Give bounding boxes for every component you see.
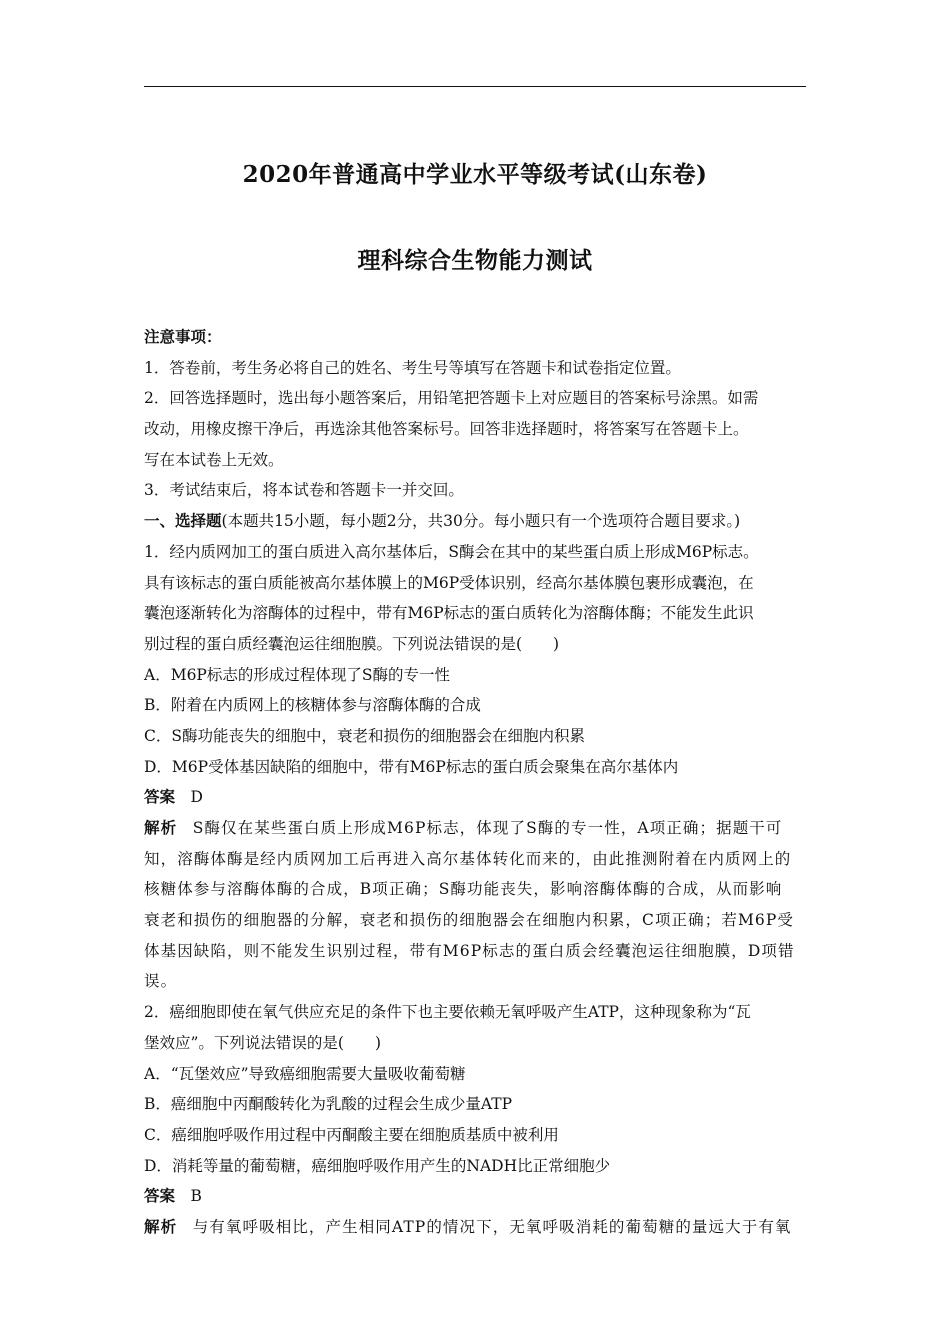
exam-subtitle: 理科综合生物能力测试 xyxy=(357,247,593,274)
q1-option-d: D．M6P受体基因缺陷的细胞中，带有M6P标志的蛋白质会聚集在高尔基体内 xyxy=(144,757,679,776)
q2-option-d: D．消耗等量的葡萄糖，癌细胞呼吸作用产生的NADH比正常细胞少 xyxy=(144,1156,611,1175)
q2-answer-value: B xyxy=(190,1187,202,1206)
q1-analysis-line: 体基因缺陷，则不能发生识别过程，带有M6P标志的蛋白质会经囊泡运往细胞膜，D项错 xyxy=(144,941,795,960)
q1-stem-line: 囊泡逐渐转化为溶酶体的过程中，带有M6P标志的蛋白质转化为溶酶体酶；不能发生此识 xyxy=(144,604,754,623)
q2-answer-label: 答案 xyxy=(144,1186,176,1206)
q1-answer-value: D xyxy=(190,788,203,807)
q1-analysis-line: 误。 xyxy=(144,972,178,991)
notice-line: 1．答卷前，考生务必将自己的姓名、考生号等填写在答题卡和试卷指定位置。 xyxy=(144,358,681,377)
q1-analysis-line xyxy=(144,813,808,844)
q1-option-a: A．M6P标志的形成过程体现了S酶的专一性 xyxy=(144,665,450,684)
q1-answer xyxy=(144,782,808,813)
q1-analysis-label: 解析 xyxy=(144,818,178,837)
notice-line: 3．考试结束后，将本试卷和答题卡一并交回。 xyxy=(144,481,464,500)
q2-stem-line: 堡效应”。下列说法错误的是( ) xyxy=(144,1033,382,1052)
q2-analysis-label: 解析 xyxy=(144,1216,178,1236)
q1-option-c: C．S酶功能丧失的细胞中，衰老和损伤的细胞器会在细胞内积累 xyxy=(144,726,585,745)
q2-option-a: A．“瓦堡效应”导致癌细胞需要大量吸收葡萄糖 xyxy=(144,1064,466,1083)
q1-option-b: B．附着在内质网上的核糖体参与溶酶体酶的合成 xyxy=(144,696,481,715)
q1-analysis-line: 知，溶酶体酶是经内质网加工后再进入高尔基体转化而来的，由此推测附着在内质网上的 xyxy=(144,849,792,868)
q1-answer-label: 答案 xyxy=(144,787,176,807)
q1-analysis-text: S酶仅在某些蛋白质上形成M6P标志，体现了S酶的专一性，A项正确；据题干可 xyxy=(192,819,783,837)
q2-option-c: C．癌细胞呼吸作用过程中丙酮酸主要在细胞质基质中被利用 xyxy=(144,1125,559,1144)
notice-heading: 注意事项： xyxy=(144,327,222,346)
notice-line: 写在本试卷上无效。 xyxy=(144,450,284,469)
q2-analysis-line xyxy=(144,1212,808,1243)
notice-line: 2．回答选择题时，选出每小题答案后，用铅笔把答题卡上对应题目的答案标号涂黑。如需 xyxy=(144,389,759,408)
exam-body xyxy=(144,322,808,1243)
q1-stem-line: 1．经内质网加工的蛋白质进入高尔基体后，S酶会在其中的某些蛋白质上形成M6P标志。 xyxy=(144,542,759,561)
exam-title: 2020年普通高中学业水平等级考试(山东卷) xyxy=(242,161,708,188)
q2-stem-line: 2．癌细胞即使在氧气供应充足的条件下也主要依赖无氧呼吸产生ATP，这种现象称为“瓦 xyxy=(144,1003,751,1022)
q2-analysis-text: 与有氧呼吸相比，产生相同ATP的情况下，无氧呼吸消耗的葡萄糖的量远大于有氧 xyxy=(192,1217,792,1236)
q1-analysis-line: 核糖体参与溶酶体酶的合成，B项正确；S酶功能丧失，影响溶酶体酶的合成，从而影响 xyxy=(144,880,783,899)
q2-answer xyxy=(144,1181,808,1212)
q1-stem-line: 具有该标志的蛋白质能被高尔基体膜上的M6P受体识别，经高尔基体膜包裹形成囊泡，在 xyxy=(144,573,754,592)
q2-option-b: B．癌细胞中丙酮酸转化为乳酸的过程会生成少量ATP xyxy=(144,1095,513,1114)
top-rule xyxy=(144,86,806,87)
q1-analysis-line: 衰老和损伤的细胞器的分解，衰老和损伤的细胞器会在细胞内积累，C项正确；若M6P受 xyxy=(144,911,795,930)
notice-line: 改动，用橡皮擦干净后，再选涂其他答案标号。回答非选择题时，将答案写在答题卡上。 xyxy=(144,420,749,439)
section-note: (本题共15小题，每小题2分，共30分。每小题只有一个选项符合题目要求。) xyxy=(221,512,741,531)
section-heading xyxy=(144,506,808,537)
section-title: 一、选择题 xyxy=(144,511,222,531)
q1-stem-line: 别过程的蛋白质经囊泡运往细胞膜。下列说法错误的是( ) xyxy=(144,634,560,653)
